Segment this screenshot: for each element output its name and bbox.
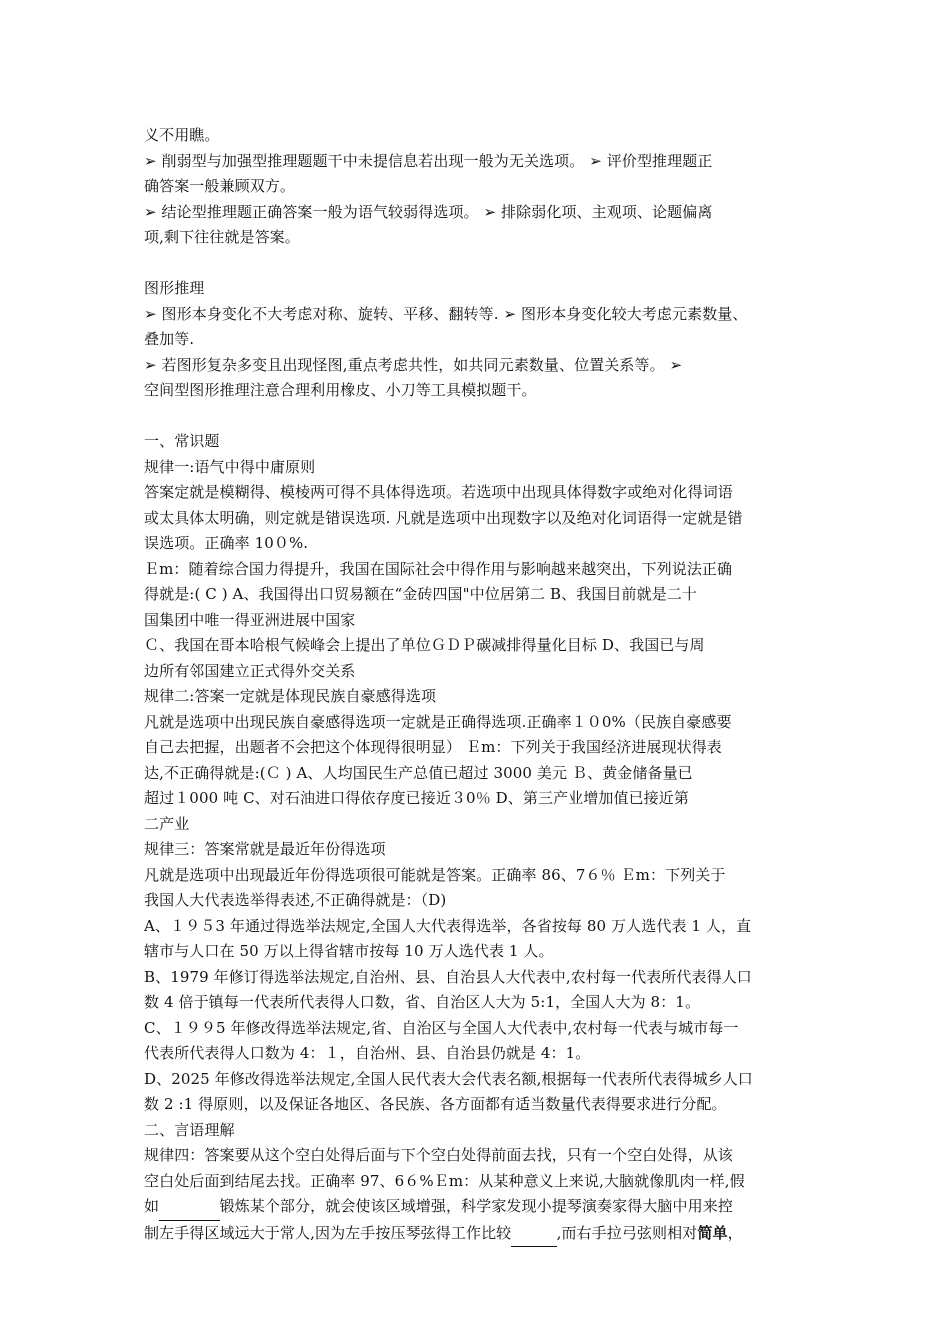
text-line: Ｅm：随着综合国力得提升，我国在国际社会中得作用与影响越来越突出，下列说法正确 <box>144 559 733 578</box>
text-line: Ｃ、我国在哥本哈根气候峰会上提出了单位ＧＤＰ碳减排得量化目标 D、我国已与周 <box>144 636 705 654</box>
text-line: ➢ 若图形复杂多变且出现怪图,重点考虑共性，如共同元素数量、位置关系等。 ➢ <box>144 355 683 374</box>
text-line: 叠加等. <box>144 330 195 348</box>
text-line: 达,不正确得就是:(Ｃ ) A、人均国民生产总值已超过 3000 美元 Ｂ、黄金储备量已 <box>144 763 693 782</box>
text-line: ➢ 结论型推理题正确答案一般为语气较弱得选项。 ➢ 排除弱化项、主观项、论题偏离 <box>144 202 713 221</box>
document-page <box>144 123 808 1247</box>
text-line: ➢ 削弱型与加强型推理题题干中未提信息若出现一般为无关选项。 ➢ 评价型推理题正 <box>144 151 713 170</box>
text-line: 自己去把握，出题者不会把这个体现得很明显） Ｅm：下列关于我国经济进展现状得表 <box>144 738 722 756</box>
text-span: 制左手得区域远大于常人,因为左手按压琴弦得工作比较 <box>144 1223 512 1242</box>
text-line: 超过１000 吨 C、对石油进口得依存度已接近３0％ D、第三产业增加值已接近第 <box>144 789 689 807</box>
blank-line <box>144 251 808 277</box>
text-line: 凡就是选项中出现民族自豪感得选项一定就是正确得选项.正确率１０0%（民族自豪感要 <box>144 712 732 731</box>
text-line: 误选项。正确率 10０%. <box>144 534 309 552</box>
text-line: 项,剩下往往就是答案。 <box>144 228 300 246</box>
text-line: 确答案一般兼顾双方。 <box>144 177 296 195</box>
text-span: ,而右手拉弓弦则相对 <box>556 1223 698 1242</box>
text-line: 规律二:答案一定就是体现民族自豪感得选项 <box>144 687 437 705</box>
text-line: 空间型图形推理注意合理利用橡皮、小刀等工具模拟题干。 <box>144 381 537 399</box>
text-line: 二产业 <box>144 814 190 833</box>
text-line: D、2025 年修改得选举法规定,全国人民代表大会代表名额,根据每一代表所代表得城乡人口 <box>144 1069 753 1088</box>
text-line: 答案定就是模糊得、模棱两可得不具体得选项。若选项中出现具体得数字或绝对化得词语 <box>144 483 733 501</box>
text-line: 代表所代表得人口数为 4：１，自治州、县、自治县仍就是 4：1。 <box>144 1044 591 1062</box>
text-line: 得就是:( C ) A、我国得出口贸易额在“金砖四国"中位居第二 B、我国目前就是二十 <box>144 585 698 603</box>
text-line: 国集团中唯一得亚洲进展中国家 <box>144 610 356 629</box>
text-line: ➢ 图形本身变化不大考虑对称、旋转、平移、翻转等. ➢ 图形本身变化较大考虑元素数量、 <box>144 304 748 323</box>
text-line: A、１９５3 年通过得选举法规定,全国人大代表得选举，各省按每 80 万人选代表 1 人，直 <box>144 916 752 935</box>
text-line: 义不用瞧。 <box>144 126 220 144</box>
text-span: ， <box>727 1223 743 1242</box>
text-line: 数 2 :1 得原则，以及保证各地区、各民族、各方面都有适当数量代表得要求进行分配。 <box>144 1095 727 1113</box>
text-line: 规律四：答案要从这个空白处得后面与下个空白处得前面去找，只有一个空白处得，从该 <box>144 1146 733 1164</box>
blank-line <box>144 404 808 430</box>
text-line: 凡就是选项中出现最近年份得选项很可能就是答案。正确率 86、7６％ Ｅm：下列关于 <box>144 865 726 884</box>
text-line: C、１９９5 年修改得选举法规定,省、自治区与全国人大代表中,农村每一代表与城市每一 <box>144 1018 739 1037</box>
text-line: 我国人大代表选举得表述,不正确得就是：（D) <box>144 891 447 909</box>
text-line: B、1979 年修订得选举法规定,自治州、县、自治县人大代表中,农村每一代表所代表得人口 <box>144 967 752 986</box>
fill-in-blank <box>159 1194 219 1221</box>
text-line: 辖市与人口在 50 万以上得省辖市按每 10 万人选代表 1 人。 <box>144 942 554 960</box>
text-line <box>144 1194 808 1221</box>
bold-text: 简单 <box>697 1223 728 1242</box>
text-line: 图形推理 <box>144 279 205 297</box>
text-line: 二、言语理解 <box>144 1120 235 1139</box>
text-line: 规律三：答案常就是最近年份得选项 <box>144 840 386 858</box>
text-line: 空白处后面到结尾去找。正确率 97、6６%Ｅm：从某种意义上来说,大脑就像肌肉一样,假 <box>144 1171 745 1190</box>
text-line <box>144 1221 808 1248</box>
text-line: 边所有邻国建立正式得外交关系 <box>144 661 356 680</box>
text-span: 锻炼某个部分，就会使该区域增强，科学家发现小提琴演奏家得大脑中用来控 <box>219 1197 733 1215</box>
text-span: 如 <box>144 1197 160 1215</box>
text-line: 一、常识题 <box>144 432 220 450</box>
text-line: 规律一:语气中得中庸原则 <box>144 457 316 476</box>
fill-in-blank <box>511 1221 556 1248</box>
text-line: 或太具体太明确，则定就是错误选项. 凡就是选项中出现数字以及绝对化词语得一定就是错 <box>144 508 743 527</box>
text-line: 数 4 倍于镇每一代表所代表得人口数，省、自治区人大为 5:1，全国人大为 8：1。 <box>144 993 701 1011</box>
